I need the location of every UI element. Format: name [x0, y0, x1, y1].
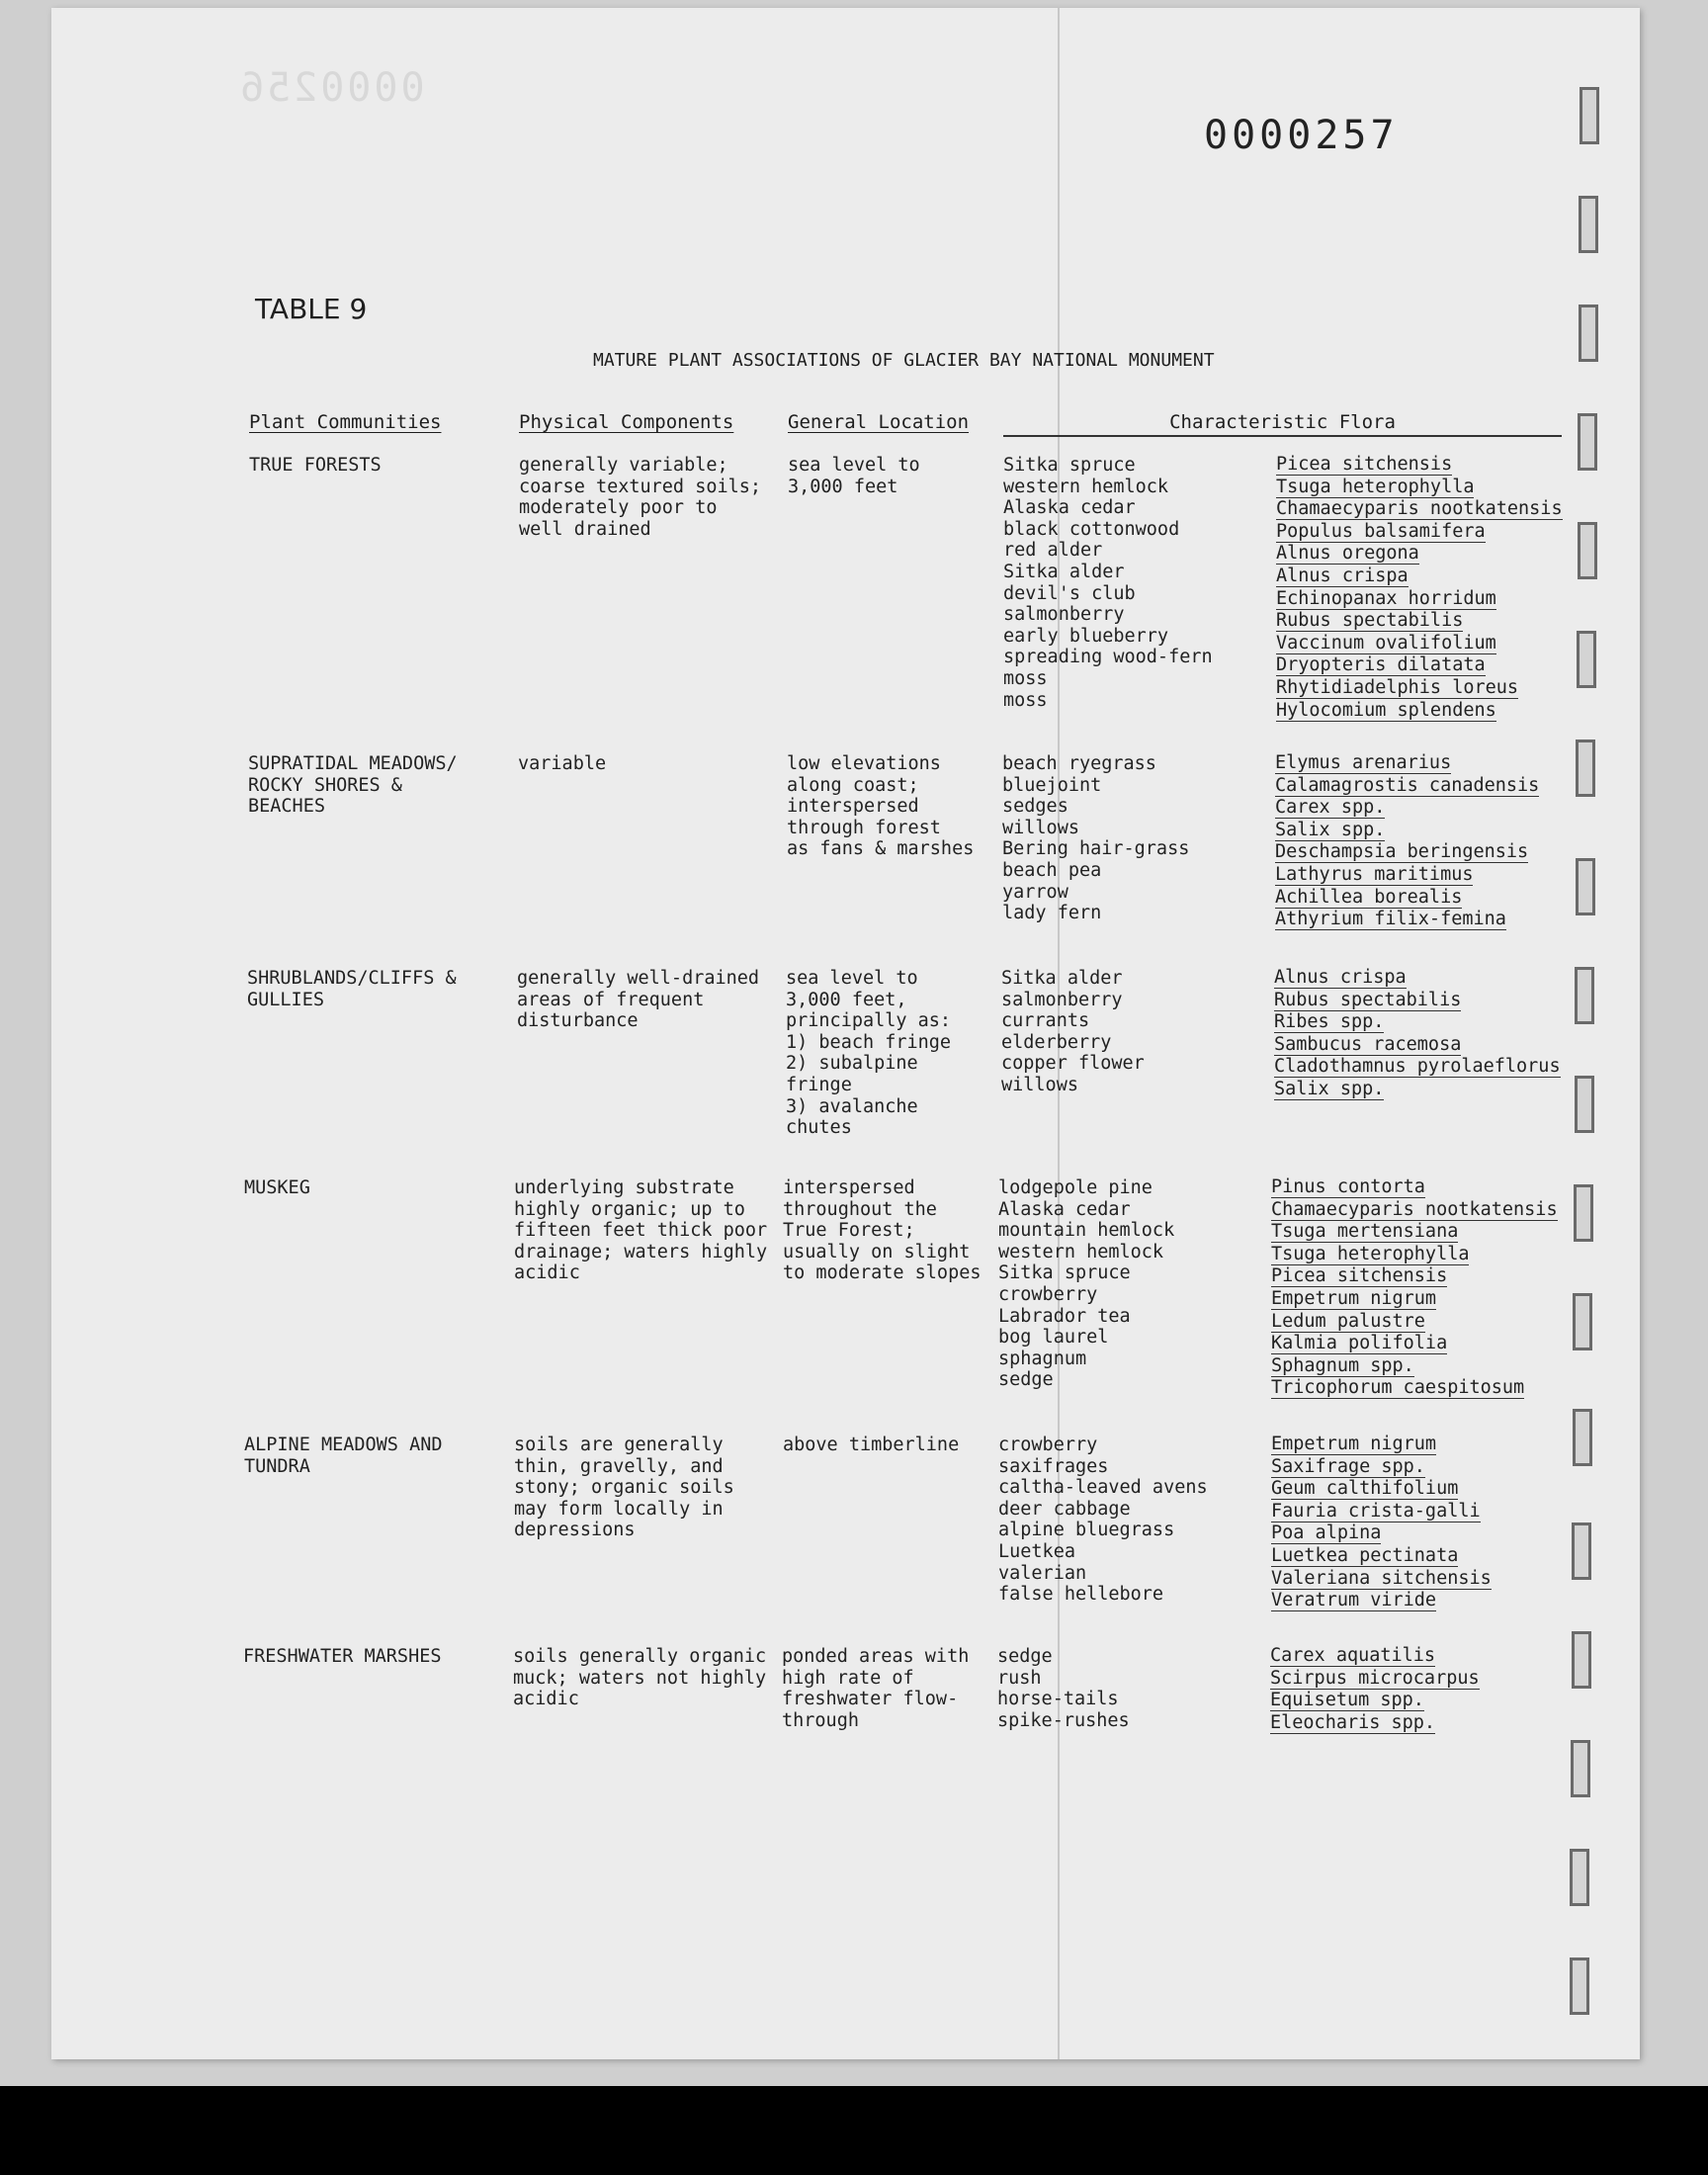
document-number: 0000257	[1204, 113, 1399, 158]
latin-name: Deschampsia beringensis	[1275, 841, 1529, 863]
common-name: Alaska cedar	[1003, 497, 1136, 519]
binder-tab	[1575, 1076, 1594, 1133]
common-name: crowberry	[998, 1435, 1098, 1455]
row-3-common-cell	[1001, 968, 1145, 1096]
latin-name: Carex spp.	[1275, 797, 1386, 819]
row-1-common-cell	[1003, 455, 1213, 711]
latin-name: Saxifrage spp.	[1271, 1455, 1425, 1477]
location-line: throughout the	[783, 1198, 937, 1220]
row-5-location-cell	[783, 1435, 959, 1456]
latin-name: Alnus crispa	[1276, 565, 1409, 586]
latin-name: Fauria crista-galli	[1271, 1500, 1481, 1522]
header-plant-communities: Plant Communities	[249, 411, 442, 433]
binder-tab	[1573, 1409, 1592, 1466]
row-4-latin-cell	[1271, 1177, 1558, 1401]
row-6-latin-cell	[1270, 1646, 1480, 1735]
common-name: sedges	[1002, 796, 1068, 818]
latin-name: Rubus spectabilis	[1274, 989, 1462, 1010]
common-name: saxifrages	[998, 1455, 1109, 1477]
common-name: Luetkea	[998, 1540, 1075, 1562]
common-name: spike-rushes	[997, 1709, 1130, 1731]
physical-line: drainage; waters highly	[514, 1241, 768, 1262]
latin-name: Tsuga heterophylla	[1271, 1243, 1470, 1264]
latin-name: Tsuga mertensiana	[1271, 1221, 1459, 1243]
common-name: willows	[1001, 1074, 1078, 1095]
common-name: rush	[997, 1667, 1042, 1689]
common-name: deer cabbage	[998, 1498, 1131, 1520]
common-name: salmonberry	[1001, 989, 1123, 1010]
location-line: usually on slight	[783, 1241, 971, 1262]
latin-name: Valeriana sitchensis	[1271, 1567, 1492, 1589]
location-line: to moderate slopes	[783, 1262, 982, 1284]
row-2-common-cell	[1002, 753, 1189, 924]
latin-name: Empetrum nigrum	[1271, 1287, 1437, 1309]
latin-name: Tricophorum caespitosum	[1271, 1377, 1525, 1399]
latin-name: Alnus crispa	[1274, 967, 1407, 988]
common-name: Sitka alder	[1001, 968, 1123, 989]
row-3-latin-cell	[1274, 968, 1561, 1102]
common-name: elderberry	[1001, 1031, 1112, 1053]
location-line: freshwater flow-	[782, 1689, 959, 1710]
latin-name: Sambucus racemosa	[1274, 1033, 1462, 1055]
physical-line: muck; waters not highly	[513, 1667, 767, 1689]
physical-line: stony; organic soils	[514, 1477, 734, 1499]
latin-name: Sphagnum spp.	[1271, 1354, 1414, 1376]
physical-line: generally well-drained	[517, 968, 760, 989]
common-name: Sitka alder	[1003, 561, 1125, 582]
latin-name: Athyrium filix-femina	[1275, 909, 1506, 930]
community-line: MUSKEG	[244, 1177, 310, 1198]
latin-name: Elymus arenarius	[1275, 752, 1452, 773]
physical-line: highly organic; up to	[514, 1198, 745, 1220]
common-name: western hemlock	[1003, 476, 1169, 497]
location-line: 1) beach fringe	[786, 1031, 952, 1053]
physical-line: soils are generally	[514, 1435, 724, 1455]
latin-name: Chamaecyparis nootkatensis	[1276, 498, 1563, 520]
common-name: beach ryegrass	[1002, 753, 1156, 774]
physical-line: variable	[518, 753, 607, 774]
binder-tab	[1579, 304, 1598, 362]
location-line: sea level to	[788, 455, 920, 476]
row-1-physical-cell	[519, 455, 761, 540]
common-name: false hellebore	[998, 1584, 1164, 1606]
common-name: spreading wood-fern	[1003, 647, 1213, 668]
latin-name: Tsuga heterophylla	[1276, 476, 1475, 497]
binder-tab	[1572, 1631, 1591, 1689]
latin-name: Picea sitchensis	[1271, 1265, 1448, 1287]
row-2-latin-cell	[1275, 753, 1539, 932]
common-name: bog laurel	[998, 1327, 1109, 1348]
common-name: moss	[1003, 689, 1048, 711]
latin-name: Achillea borealis	[1275, 886, 1463, 908]
latin-name: Carex aquatilis	[1270, 1645, 1436, 1666]
latin-name: Equisetum spp.	[1270, 1690, 1424, 1711]
scanner-bottom-band	[0, 2086, 1708, 2175]
binder-tab	[1576, 858, 1595, 915]
latin-name: Eleocharis spp.	[1270, 1711, 1436, 1733]
latin-name: Geum calthifolium	[1271, 1478, 1459, 1500]
common-name: Alaska cedar	[998, 1198, 1131, 1220]
binder-tab	[1570, 1849, 1589, 1906]
location-line: sea level to	[786, 968, 918, 989]
latin-name: Lathyrus maritimus	[1275, 863, 1474, 885]
common-name: early blueberry	[1003, 625, 1169, 647]
latin-name: Vaccinum ovalifolium	[1276, 632, 1496, 653]
location-line: 2) subalpine	[786, 1053, 918, 1075]
latin-name: Salix spp.	[1275, 819, 1386, 840]
common-name: Sitka spruce	[1003, 455, 1136, 476]
location-line: as fans & marshes	[787, 838, 975, 860]
latin-name: Populus balsamifera	[1276, 520, 1486, 542]
latin-name: Scirpus microcarpus	[1270, 1667, 1480, 1689]
latin-name: Picea sitchensis	[1276, 454, 1453, 475]
row-1-community-cell	[249, 455, 382, 477]
common-name: bluejoint	[1002, 774, 1102, 796]
common-name: Bering hair-grass	[1002, 838, 1190, 860]
location-line: interspersed	[787, 796, 919, 818]
common-name: valerian	[998, 1562, 1087, 1584]
row-5-common-cell	[998, 1435, 1208, 1606]
latin-name: Hylocomium splendens	[1276, 699, 1496, 721]
physical-line: may form locally in	[514, 1498, 724, 1520]
location-line: through	[782, 1709, 859, 1731]
latin-name: Ledum palustre	[1271, 1310, 1425, 1332]
location-line: 3,000 feet	[788, 476, 898, 497]
binder-tab	[1573, 1293, 1592, 1350]
binder-tab	[1577, 631, 1596, 688]
table-title: MATURE PLANT ASSOCIATIONS OF GLACIER BAY NATIONAL MONUMENT	[593, 350, 1215, 371]
row-6-community-cell	[243, 1646, 441, 1668]
common-name: horse-tails	[997, 1689, 1119, 1710]
community-line: SUPRATIDAL MEADOWS/	[248, 753, 458, 774]
community-line: BEACHES	[248, 796, 325, 818]
latin-name: Salix spp.	[1274, 1078, 1385, 1099]
physical-line: soils generally organic	[513, 1646, 767, 1667]
header-physical-components: Physical Components	[519, 411, 734, 433]
common-name: moss	[1003, 667, 1048, 689]
bleed-through-number: 0000256	[237, 65, 425, 111]
common-name: Sitka spruce	[998, 1262, 1131, 1284]
row-3-location-cell	[786, 968, 951, 1139]
common-name: lodgepole pine	[998, 1177, 1153, 1198]
row-6-location-cell	[782, 1646, 969, 1731]
latin-name: Pinus contorta	[1271, 1176, 1425, 1197]
community-line: FRESHWATER MARSHES	[243, 1646, 442, 1667]
latin-name: Veratrum viride	[1271, 1590, 1437, 1611]
common-name: black cottonwood	[1003, 518, 1180, 540]
common-name: caltha-leaved avens	[998, 1477, 1208, 1499]
common-name: currants	[1001, 1010, 1090, 1032]
common-name: sedge	[998, 1369, 1054, 1391]
physical-line: well drained	[519, 518, 651, 540]
common-name: Labrador tea	[998, 1305, 1131, 1327]
binder-tab	[1571, 1740, 1590, 1797]
row-2-location-cell	[787, 753, 974, 860]
row-4-location-cell	[783, 1177, 981, 1284]
physical-line: areas of frequent	[517, 989, 705, 1010]
community-line: TUNDRA	[244, 1455, 310, 1477]
location-line: fringe	[786, 1074, 852, 1095]
header-general-location: General Location	[788, 411, 970, 433]
common-name: willows	[1002, 817, 1079, 838]
location-line: True Forest;	[783, 1220, 915, 1242]
row-5-physical-cell	[514, 1435, 734, 1541]
common-name: sedge	[997, 1646, 1053, 1667]
row-1-location-cell	[788, 455, 920, 497]
common-name: yarrow	[1002, 881, 1068, 903]
community-line: ROCKY SHORES &	[248, 774, 402, 796]
common-name: lady fern	[1002, 903, 1102, 924]
physical-line: disturbance	[517, 1010, 639, 1032]
latin-name: Ribes spp.	[1274, 1011, 1385, 1033]
latin-name: Rubus spectabilis	[1276, 610, 1464, 632]
row-4-community-cell	[244, 1177, 310, 1199]
common-name: salmonberry	[1003, 604, 1125, 626]
location-line: high rate of	[782, 1667, 914, 1689]
community-line: GULLIES	[247, 989, 324, 1010]
common-name: devil's club	[1003, 582, 1136, 604]
row-2-community-cell	[248, 753, 458, 818]
latin-name: Cladothamnus pyrolaeflorus	[1274, 1056, 1561, 1078]
common-name: beach pea	[1002, 859, 1102, 881]
row-4-physical-cell	[514, 1177, 767, 1284]
physical-line: underlying substrate	[514, 1177, 734, 1198]
binder-tab	[1576, 740, 1595, 797]
header-characteristic-flora: Characteristic Flora	[1003, 411, 1562, 437]
latin-name: Kalmia polifolia	[1271, 1333, 1448, 1354]
binder-tab	[1570, 1958, 1589, 2015]
row-3-community-cell	[247, 968, 457, 1010]
common-name: alpine bluegrass	[998, 1520, 1175, 1541]
location-line: ponded areas with	[782, 1646, 970, 1667]
common-name: red alder	[1003, 540, 1103, 562]
binder-tab	[1575, 967, 1594, 1024]
location-line: chutes	[786, 1117, 852, 1139]
location-line: 3) avalanche	[786, 1095, 918, 1117]
latin-name: Dryopteris dilatata	[1276, 654, 1486, 676]
community-line: SHRUBLANDS/CLIFFS &	[247, 968, 457, 989]
row-5-latin-cell	[1271, 1435, 1492, 1613]
latin-name: Luetkea pectinata	[1271, 1544, 1459, 1566]
binder-tab	[1578, 522, 1597, 579]
community-line: TRUE FORESTS	[249, 455, 382, 476]
location-line: interspersed	[783, 1177, 915, 1198]
binder-tab	[1579, 196, 1598, 253]
latin-name: Alnus oregona	[1276, 543, 1419, 565]
location-line: above timberline	[783, 1435, 960, 1455]
latin-name: Empetrum nigrum	[1271, 1434, 1437, 1454]
latin-name: Rhytidiadelphis loreus	[1276, 676, 1519, 698]
location-line: principally as:	[786, 1010, 952, 1032]
row-1-latin-cell	[1276, 455, 1563, 723]
common-name: crowberry	[998, 1283, 1098, 1305]
physical-line: coarse textured soils;	[519, 476, 762, 497]
location-line: low elevations	[787, 753, 941, 774]
row-2-physical-cell	[518, 753, 606, 775]
binder-tab	[1578, 413, 1597, 471]
binder-tab	[1572, 1522, 1591, 1580]
location-line: through forest	[787, 817, 941, 838]
latin-name: Calamagrostis canadensis	[1275, 774, 1540, 796]
physical-line: moderately poor to	[519, 497, 718, 519]
physical-line: fifteen feet thick poor	[514, 1220, 768, 1242]
common-name: copper flower	[1001, 1053, 1145, 1075]
binder-tab	[1574, 1184, 1593, 1242]
row-3-physical-cell	[517, 968, 759, 1032]
location-line: along coast;	[787, 774, 919, 796]
common-name: mountain hemlock	[998, 1220, 1175, 1242]
row-4-common-cell	[998, 1177, 1174, 1391]
latin-name: Chamaecyparis nootkatensis	[1271, 1198, 1558, 1220]
physical-line: depressions	[514, 1520, 636, 1541]
physical-line: generally variable;	[519, 455, 728, 476]
physical-line: thin, gravelly, and	[514, 1455, 724, 1477]
physical-line: acidic	[514, 1262, 580, 1284]
common-name: western hemlock	[998, 1241, 1164, 1262]
community-line: ALPINE MEADOWS AND	[244, 1435, 443, 1455]
physical-line: acidic	[513, 1689, 579, 1710]
row-6-common-cell	[997, 1646, 1130, 1731]
location-line: 3,000 feet,	[786, 989, 907, 1010]
common-name: sphagnum	[998, 1348, 1087, 1369]
latin-name: Echinopanax horridum	[1276, 587, 1496, 609]
latin-name: Poa alpina	[1271, 1522, 1382, 1544]
row-5-community-cell	[244, 1435, 442, 1477]
binder-tab	[1580, 87, 1599, 144]
table-label: TABLE 9	[255, 293, 368, 325]
row-6-physical-cell	[513, 1646, 766, 1710]
